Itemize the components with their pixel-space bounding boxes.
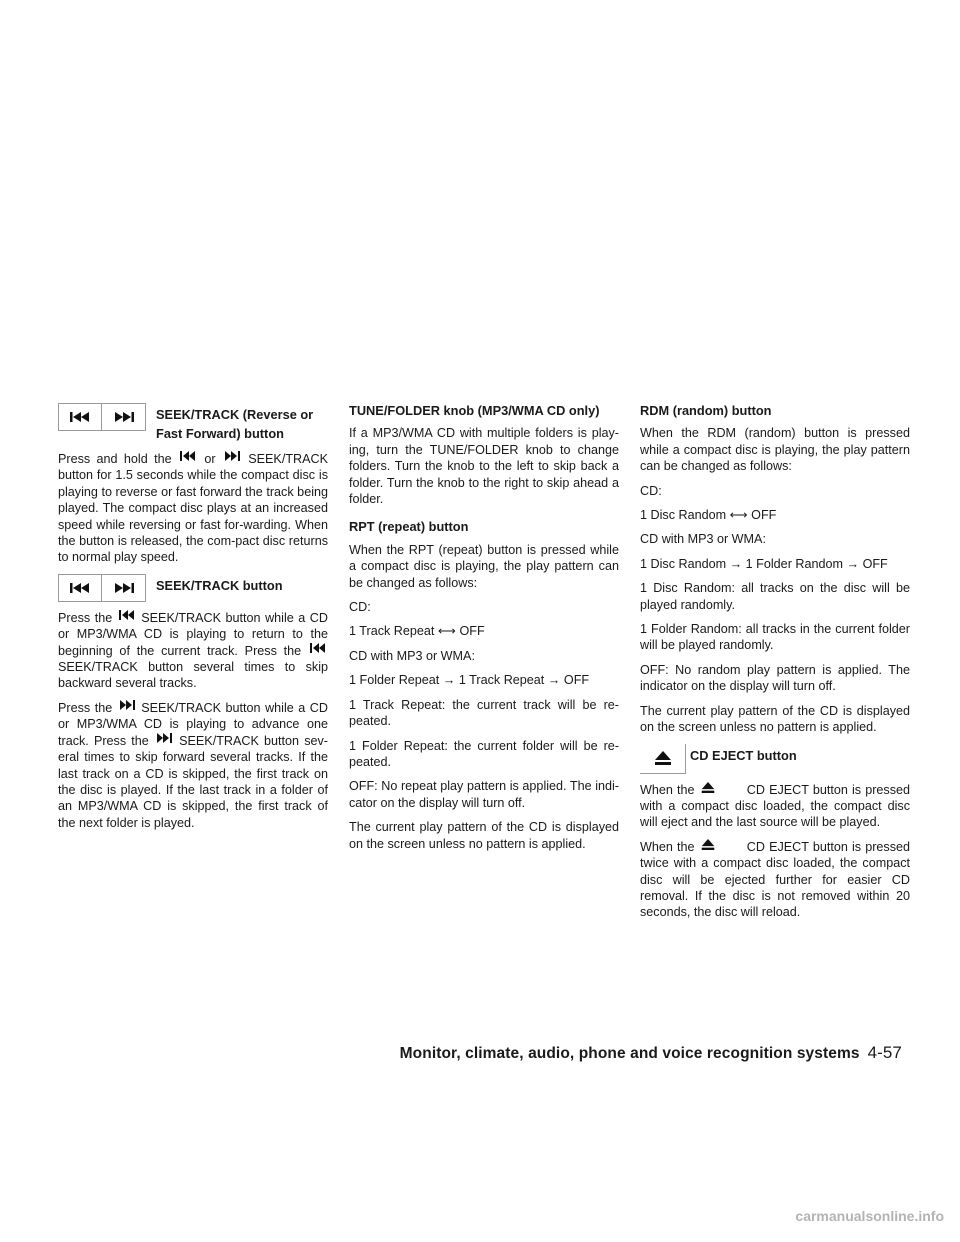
rdm-folder-random: 1 Folder Random: all tracks in the current folder will be played randomly. (640, 622, 910, 653)
rpt-mp3-label: CD with MP3 or WMA: (349, 648, 475, 663)
seek-back-icon (310, 643, 326, 655)
seek-back-paragraph (58, 610, 328, 692)
seek-back-icon (69, 582, 91, 594)
eject-paragraph-1 (640, 782, 910, 831)
seek-track-heading: SEEK/TRACK button (156, 577, 283, 593)
rdm-cd-pattern: 1 Disc Random ⟷ OFF (640, 508, 777, 523)
seek-rev-ff-heading: SEEK/TRACK (Reverse or Fast Forward) button (156, 407, 314, 441)
column-seek-track (58, 403, 328, 839)
rdm-mp3-label: CD with MP3 or WMA: (640, 532, 766, 547)
column-folder-repeat (349, 403, 619, 860)
seek-back-button-illustration (58, 403, 102, 431)
eject2-text-b: CD EJECT button is pressed twice with a compact disc loaded, the compact disc will be ejected further for easier CD removal. If the disc is not removed within 20 seconds, the disc will reload. (640, 839, 911, 920)
p3-text-c: SEEK/TRACK button sev-eral times to skip forward several tracks. If the last track on a CD is skipped, the first track on the disc is played. If the last track in a folder of an MP3/WMA CD is skipped, the first track of the next folder is played. (58, 733, 328, 830)
seek-back-icon (69, 411, 91, 423)
rdm-heading: RDM (random) button (640, 403, 772, 418)
rpt-mp3-pattern: 1 Folder Repeat → 1 Track Repeat → OFF (349, 673, 590, 688)
seek-track-heading-row (58, 574, 328, 602)
eject-heading: CD EJECT button (690, 747, 797, 763)
p1-or: or (204, 452, 216, 466)
p3-text-a: Press the (58, 700, 113, 715)
rpt-off: OFF: No repeat play pattern is applied. The indi-cator on the display will turn off. (349, 779, 619, 810)
rdm-off: OFF: No random play pattern is applied. The indicator on the display will turn off. (640, 662, 910, 694)
rpt-cd-pattern: 1 Track Repeat ⟷ OFF (349, 624, 485, 639)
eject-heading-row (640, 744, 910, 774)
watermark: carmanualsonline.info (795, 1208, 944, 1224)
eject-paragraph-2 (640, 839, 910, 921)
rpt-cd-label: CD: (349, 600, 371, 615)
eject-icon (701, 839, 741, 851)
p1-text-a: Press and hold the (58, 452, 172, 466)
rpt-current: The current play pattern of the CD is displayed on the screen unless no pattern is applied. (349, 820, 619, 851)
rpt-heading: RPT (repeat) button (349, 519, 469, 535)
rpt-track-repeat: 1 Track Repeat: the current track will be re-peated. (349, 697, 619, 729)
page-footer (400, 1043, 902, 1063)
eject-icon (701, 782, 741, 794)
eject1-text-b: CD EJECT button is pressed with a compact disc loaded, the compact disc will eject and the last source will be played. (640, 782, 911, 830)
page-number: 4-57 (867, 1043, 902, 1062)
rdm-current: The current play pattern of the CD is displayed on the screen unless no pattern is applied. (640, 703, 910, 735)
seek-track-rev-ff-heading-row (58, 403, 328, 443)
rdm-text: When the RDM (random) button is pressed while a compact disc is playing, the play pattern can be changed as follows: (640, 426, 910, 474)
seek-forward-icon (113, 411, 135, 423)
p3-text-b: SEEK/TRACK button while a CD or MP3/WMA CD is playing to advance one track. Press the (58, 700, 328, 748)
seek-forward-button-illustration (102, 574, 146, 602)
rpt-folder-repeat: 1 Folder Repeat: the current folder will be re-peated. (349, 738, 619, 769)
seek-forward-icon (224, 451, 240, 463)
p1-text-b: SEEK/TRACK button for 1.5 seconds while the compact disc is playing to reverse or fast forward the track being played. The compact disc plays at an increased speed while reversing or fast for-warding. When the button is released, the com-pact disc returns to normal play speed. (58, 452, 329, 565)
seek-back-icon (180, 451, 196, 463)
seek-forward-button-illustration (102, 403, 146, 431)
eject1-text-a: When the (640, 782, 695, 797)
seek-forward-paragraph (58, 700, 328, 831)
rpt-text: When the RPT (repeat) button is pressed while a compact disc is playing, the play pattern can be changed as follows: (349, 542, 619, 590)
seek-forward-icon (113, 582, 135, 594)
column-random-eject (640, 403, 910, 929)
seek-back-button-illustration (58, 574, 102, 602)
eject2-text-a: When the (640, 839, 695, 854)
seek-hold-paragraph (58, 451, 328, 566)
rdm-cd-label: CD: (640, 483, 662, 498)
tune-folder-heading: TUNE/FOLDER knob (MP3/WMA CD only) (349, 403, 600, 418)
p2-text-a: Press the (58, 610, 113, 625)
p2-text-b: SEEK/TRACK button while a CD or MP3/WMA CD is playing to return to the beginning of the current track. Press the (58, 610, 328, 658)
tune-folder-text: If a MP3/WMA CD with multiple folders is play-ing, turn the TUNE/FOLDER knob to change folders. Turn the knob to the left to skip back a folder. Turn the knob to the right to skip ahead a folder. (349, 426, 619, 507)
rdm-disc-random: 1 Disc Random: all tracks on the disc will be played randomly. (640, 581, 910, 612)
eject-icon (655, 751, 671, 765)
seek-forward-icon (119, 700, 135, 712)
p2-text-c: SEEK/TRACK button several times to skip backward several tracks. (58, 660, 328, 691)
seek-forward-icon (156, 733, 172, 745)
section-title: Monitor, climate, audio, phone and voice recognition systems (399, 1045, 860, 1062)
eject-button-illustration (640, 744, 686, 774)
seek-back-icon (119, 610, 135, 622)
rdm-mp3-pattern: 1 Disc Random → 1 Folder Random → OFF (640, 556, 888, 571)
